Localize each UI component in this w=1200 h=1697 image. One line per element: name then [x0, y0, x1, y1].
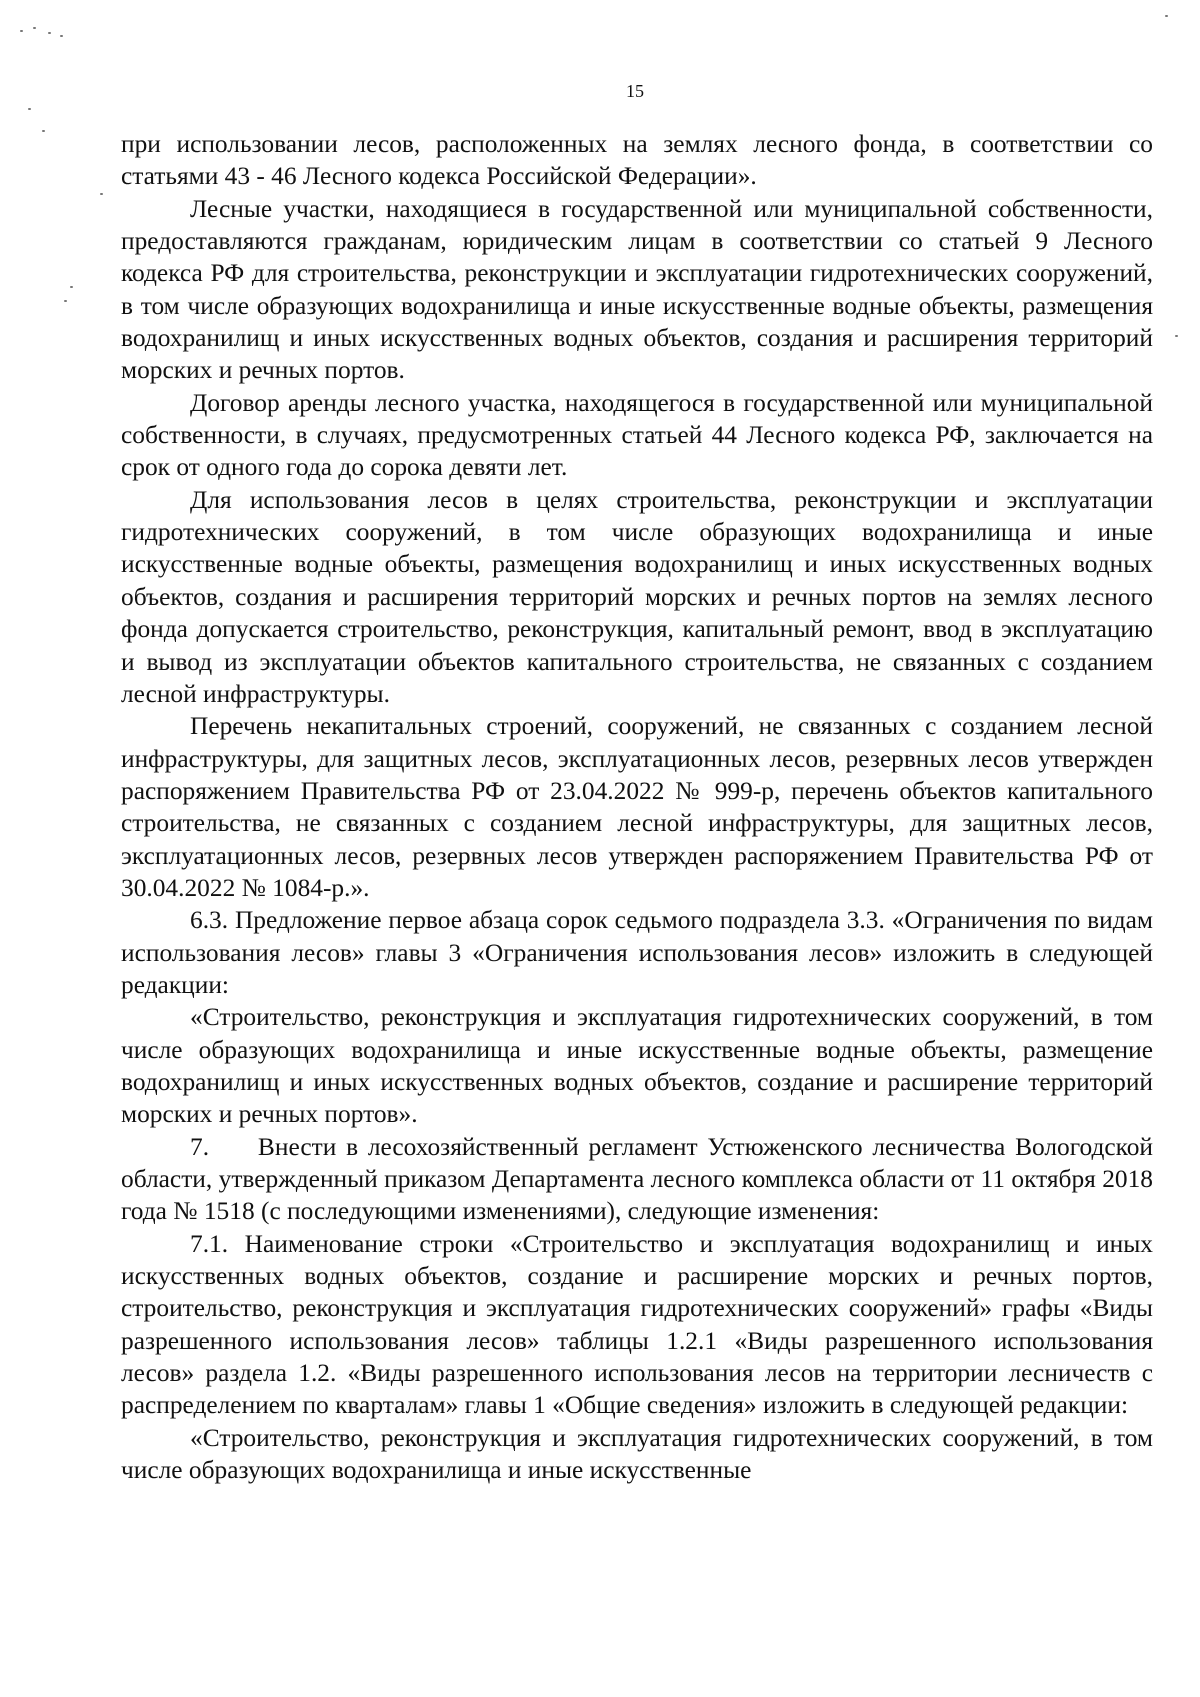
paragraph-item-7-1: 7.1. Наименование строки «Строительство и эксплуатация водохранилищ и иных искусственных водных объектов, создание и расширение морских и речных портов, строительство, реконструкция и эксплуатация гидротехнических сооружений» графы «Виды разрешенного использования лесов» таблицы 1.2.1 «Виды разрешенного использования лесов» раздела 1.2. «Виды разрешенного использования лесов на территории лесничеств с распределением по кварталам» главы 1 «Общие сведения» изложить в следующей редакции: [121, 1229, 1153, 1420]
scan-speck [28, 108, 31, 110]
scan-speck [1175, 335, 1178, 337]
paragraph-continuation: при использовании лесов, расположенных на землях лесного фонда, в соответствии со статьями 43 - 46 Лесного кодекса Российской Федерации». [121, 130, 1153, 191]
paragraph-quoted-new-text-2: «Строительство, реконструкция и эксплуатация гидротехнических сооружений, в том числе образующих водохранилища и иные искусственные [121, 1423, 1153, 1485]
paragraph-forest-plots: Лесные участки, находящиеся в государственной или муниципальной собственности, предоставляются гражданам, юридическим лицам в соответствии со статьей 9 Лесного кодекса РФ для строительства, реконструкции и эксплуатации гидротехнических сооружений, в том числе образующих водохранилища и иные искусственные водные объекты, размещения водохранилищ и иных искусственных водных объектов, создания и расширения территорий морских и речных портов. [121, 194, 1153, 385]
scan-speck [48, 32, 51, 34]
scan-speck [20, 30, 23, 32]
page-number: 15 [626, 81, 644, 101]
scan-speck [42, 130, 45, 132]
scan-speck [60, 35, 63, 37]
scan-speck [64, 300, 67, 302]
paragraph-item-6-3: 6.3. Предложение первое абзаца сорок седьмого подраздела 3.3. «Ограничения по видам использования лесов» главы 3 «Ограничения использования лесов» изложить в следующей редакции: [121, 906, 1153, 999]
paragraph-construction-permission: Для использования лесов в целях строительства, реконструкции и эксплуатации гидротехнических сооружений, в том числе образующих водохранилища и иные искусственные водные объекты, размещения водохранилищ и иных искусственных водных объектов, создания и расширения территорий морских и речных портов на землях лесного фонда допускается строительство, реконструкция, капитальный ремонт, ввод в эксплуатацию и вывод из эксплуатации объектов капитального строительства, не связанных с созданием лесной инфраструктуры. [121, 485, 1153, 708]
scan-speck [100, 193, 103, 195]
scan-speck [33, 27, 36, 29]
paragraph-lease-agreement: Договор аренды лесного участка, находящегося в государственной или муниципальной собственности, в случаях, предусмотренных статьей 44 Лесного кодекса РФ, заключается на срок от одного года до сорока девяти лет. [121, 388, 1153, 482]
paragraph-structures-list: Перечень некапитальных строений, сооружений, не связанных с созданием лесной инфраструктуры, для защитных лесов, эксплуатационных лесов, резервных лесов утвержден распоряжением Правительства РФ от 23.04.2022 № 999-р, перечень объектов капитального строительства, не связанных с созданием лесной инфраструктуры, для защитных лесов, эксплуатационных лесов, резервных лесов утвержден распоряжением Правительства РФ от 30.04.2022 № 1084-р.». [121, 712, 1153, 902]
document-body [121, 128, 1153, 1486]
paragraph-quoted-new-text: «Строительство, реконструкция и эксплуатация гидротехнических сооружений, в том числе образующих водохранилища и иные искусственные водные объекты, размещение водохранилищ и иных искусственных водных объектов, создание и расширение территорий морских и речных портов». [121, 1003, 1153, 1129]
scan-speck [1165, 15, 1168, 17]
paragraph-item-7: 7. Внести в лесохозяйственный регламент Устюженского лесничества Вологодской области, утвержденный приказом Департамента лесного комплекса области от 11 октября 2018 года № 1518 (с последующими изменениями), следующие изменения: [121, 1132, 1153, 1226]
scan-speck [70, 286, 73, 288]
